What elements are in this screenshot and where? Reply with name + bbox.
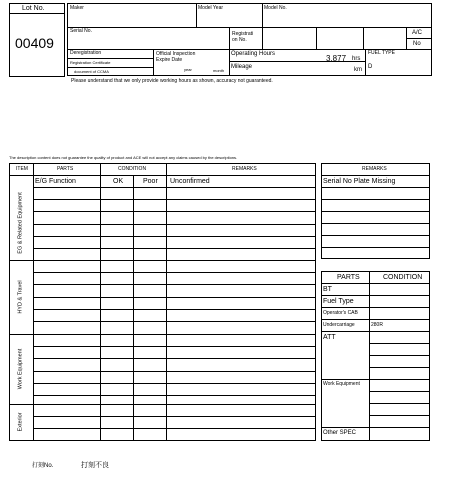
disclaimer-text: The description content does not guarantee the quality of product and ACE will not accept any claims caused by the descriptions. [9, 155, 238, 160]
mileage-label: Mileage [231, 64, 253, 70]
lot-number: 00409 [15, 35, 54, 51]
parts-header: PARTS [57, 166, 74, 172]
remarks-header: REMARKS [232, 166, 257, 172]
hours-notice: Please understand that we only provide working hours as shown, accuracy not guaranteed. [71, 78, 273, 84]
group-label-hyd: HYD & Travel [17, 280, 24, 314]
ac-label: A/C [412, 30, 423, 36]
table-row-line [33, 395, 316, 396]
parts-row-operators-cab: Operator's CAB [323, 310, 358, 316]
table-row-line [33, 297, 316, 298]
operating-hours-value: 3.877 [326, 54, 347, 63]
table-row-line [33, 224, 316, 225]
parts-row-other-spec: Other SPEC [323, 430, 357, 436]
fuel-type-value: D [368, 64, 373, 70]
month-label: month [213, 68, 225, 73]
eg-function-remarks: Unconfirmed [170, 178, 210, 185]
year-label: year [184, 67, 192, 72]
parts-row-bt: BT [323, 286, 332, 293]
parts-table-parts-header: PARTS [337, 274, 360, 281]
table-row-line [33, 272, 316, 273]
remarks-row-line [321, 235, 430, 236]
remarks-box-header: REMARKS [362, 166, 387, 172]
registration-label: Registrati on No. [232, 31, 254, 43]
lot-label: Lot No. [22, 5, 45, 12]
operating-hours-label: Operating Hours [231, 51, 276, 57]
stamp-value: 打刻不良 [81, 462, 109, 469]
parts-table-condition-header: CONDITION [383, 274, 423, 281]
table-row-line [33, 309, 316, 310]
table-row-line [33, 346, 316, 347]
model-year-label: Model Year [198, 5, 224, 11]
parts-row-undercarriage-value: 280R [371, 322, 383, 328]
fuel-type-label: FUEL TYPE [368, 50, 395, 56]
table-row-line [33, 236, 316, 237]
table-row-line [33, 284, 316, 285]
parts-row-work-equipment: Work Equipment [323, 381, 360, 387]
deregistration-label: Deregistration [70, 50, 102, 56]
remarks-row-line [321, 211, 430, 212]
group-label-work: Work Equipment [17, 348, 24, 390]
remarks-box-first-line: Serial No Plate Missing [323, 178, 396, 185]
document-of-ccma-label: document of CCMA [74, 69, 109, 74]
parts-row-undercarriage: Undercarriage [323, 322, 355, 328]
remarks-row-line [321, 199, 430, 200]
group-label-exterior: Exterior [17, 412, 24, 432]
hrs-unit: hrs [352, 56, 361, 62]
table-row-line [33, 199, 316, 200]
table-row-line [33, 321, 316, 322]
table-row-line [33, 416, 316, 417]
eg-function-parts: E/G Function [35, 178, 76, 185]
remarks-row-line [321, 247, 430, 248]
table-row-line [33, 371, 316, 372]
ok-header: OK [113, 178, 124, 185]
stamp-label: 打刻No. [32, 463, 54, 469]
ac-value: No [413, 41, 421, 47]
parts-row-fuel-type: Fuel Type [323, 298, 354, 305]
model-no-label: Model No. [264, 5, 287, 11]
inspection-label: Official Inspection Expire Date [156, 51, 196, 63]
table-row-line [33, 383, 316, 384]
registration-certificate-label: Registration Certificate [70, 60, 111, 65]
remarks-row-line [321, 223, 430, 224]
item-header: ITEM [16, 166, 28, 172]
poor-header: Poor [143, 178, 158, 185]
km-unit: km [354, 67, 362, 73]
maker-label: Maker [70, 5, 84, 11]
table-row-line [33, 248, 316, 249]
parts-row-att: ATT [323, 334, 336, 341]
table-row-line [33, 211, 316, 212]
table-row-line [33, 358, 316, 359]
condition-header: CONDITION [118, 166, 147, 172]
table-row-line [33, 428, 316, 429]
group-label-eg: EG & Related Equipment [17, 192, 24, 254]
serial-label: Serial No. [70, 28, 92, 34]
